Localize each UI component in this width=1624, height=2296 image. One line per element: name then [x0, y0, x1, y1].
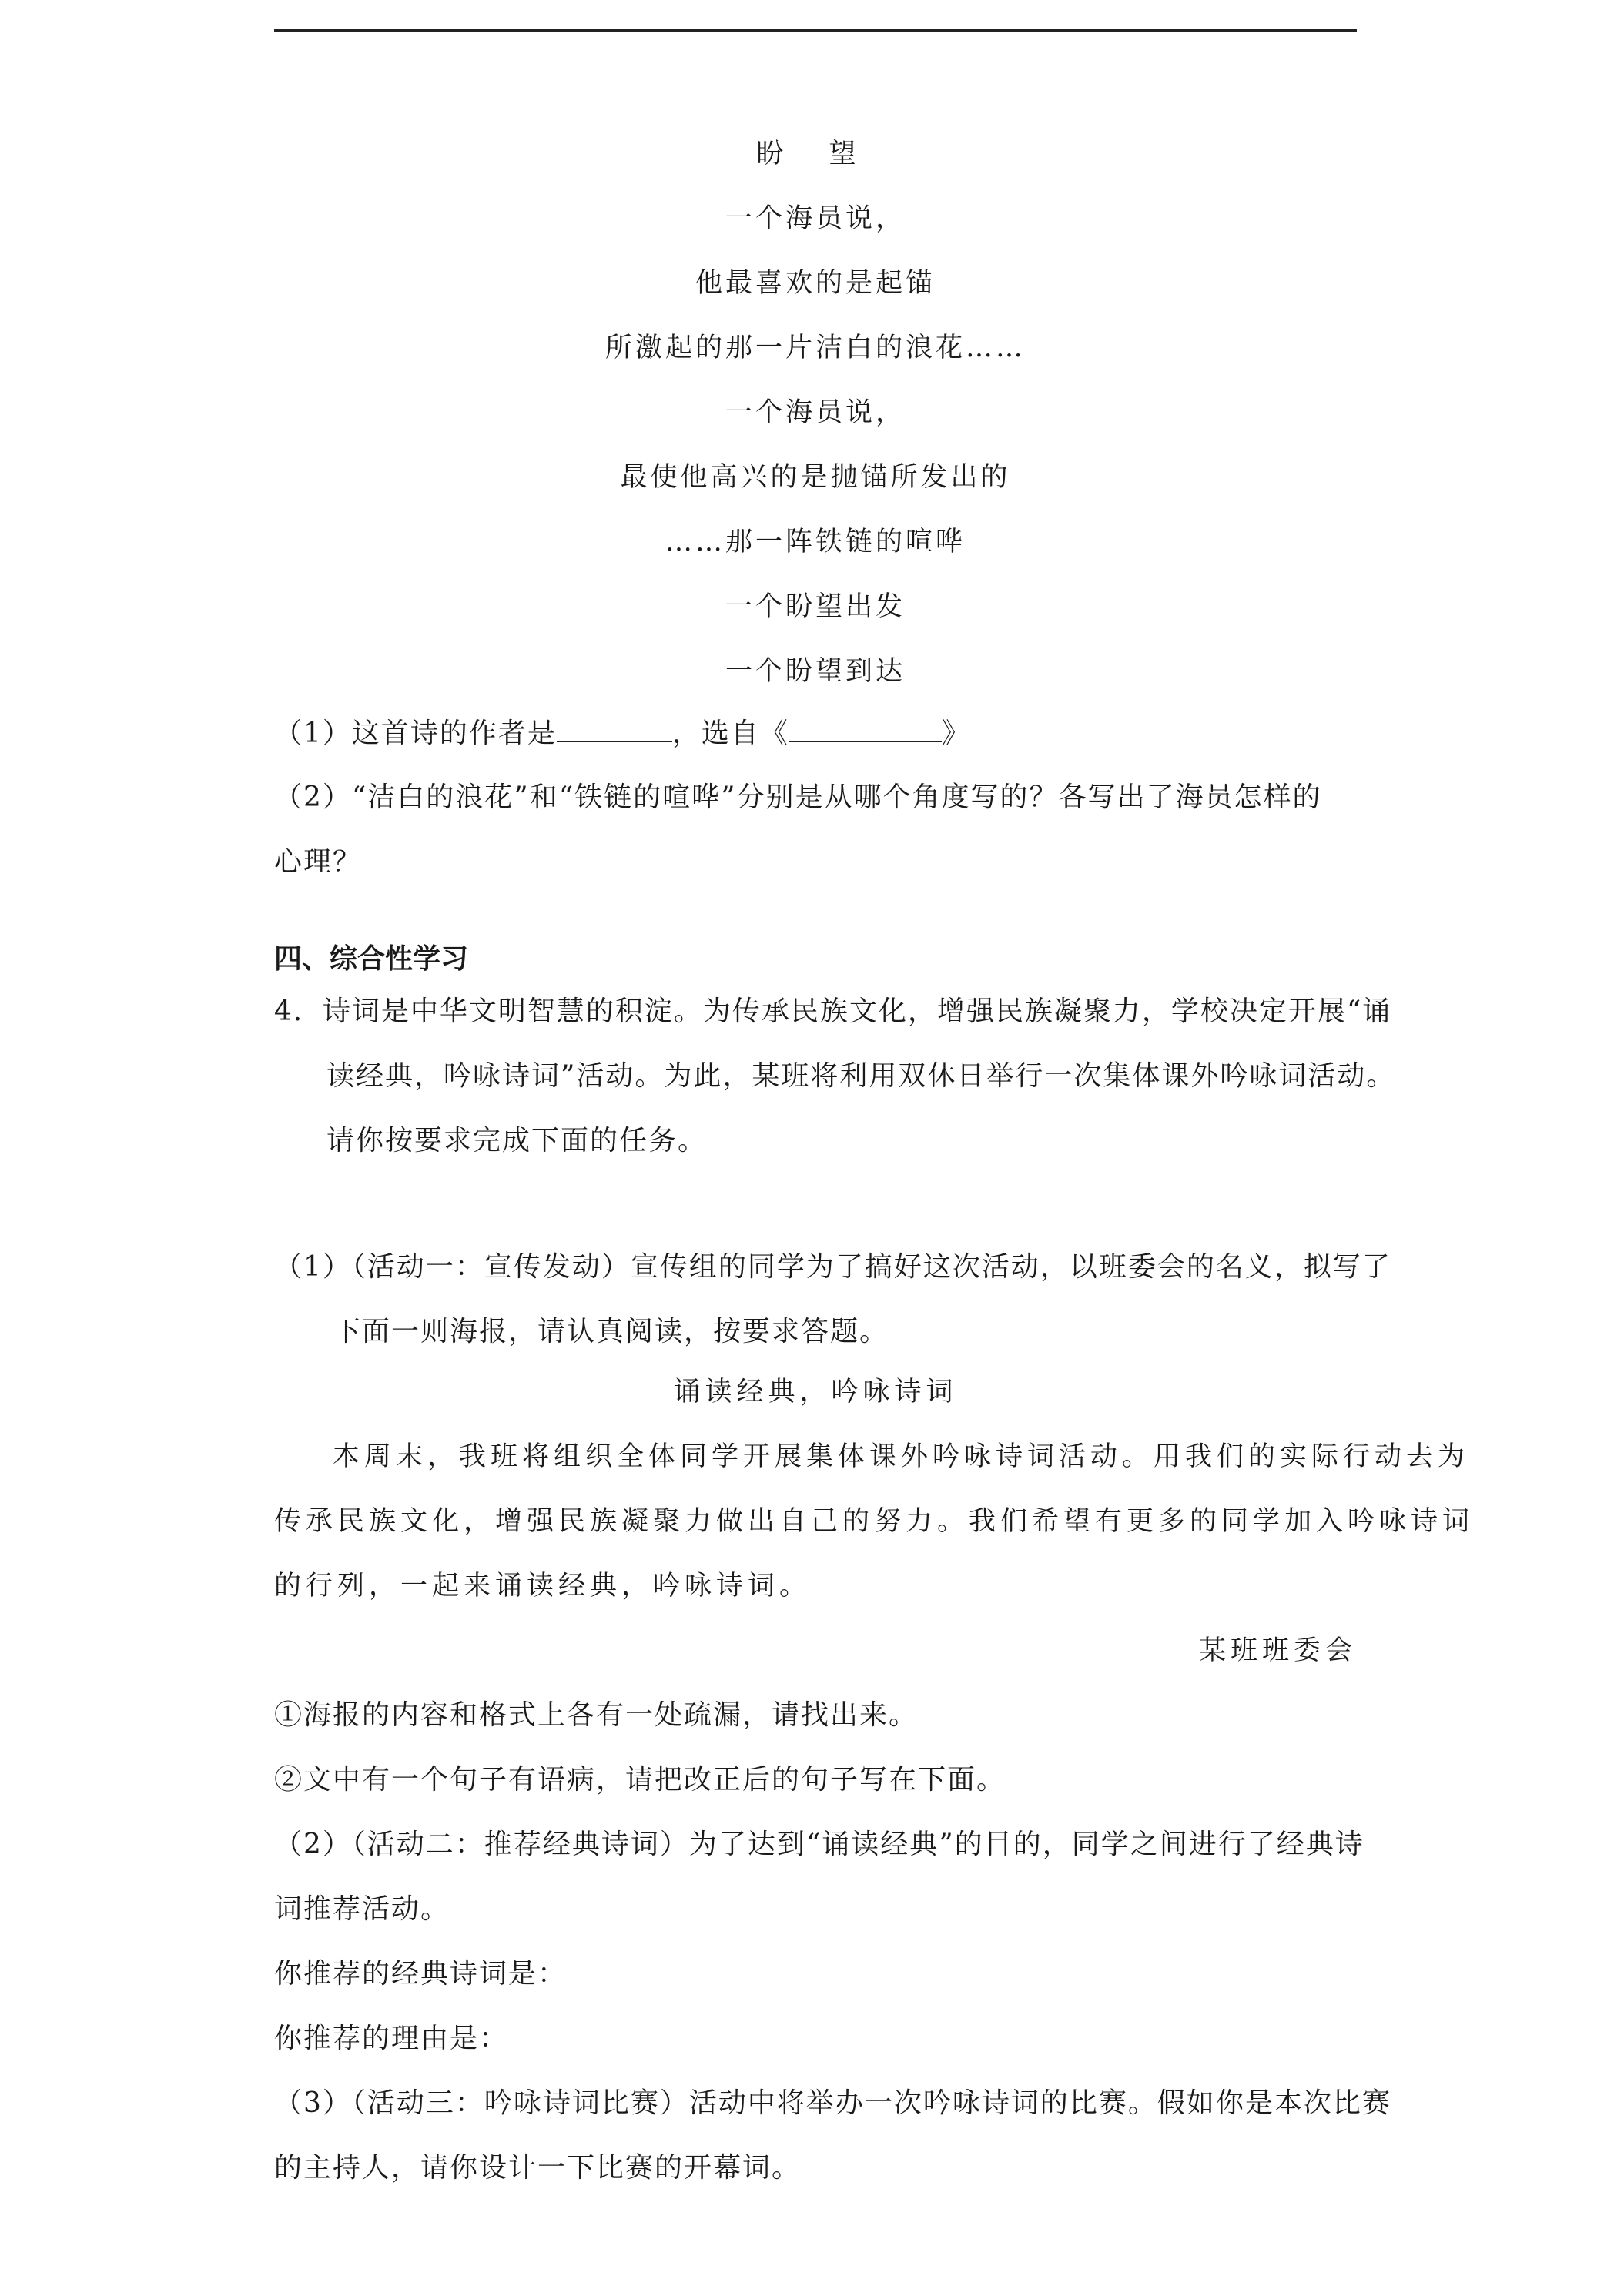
author-answer-blank[interactable] [557, 715, 672, 742]
q3-sub1-text-b: ，选自《 [671, 718, 789, 749]
poster-body-line3: 的行列，一起来诵读经典，吟咏诗词。 [274, 1571, 812, 1602]
activity3-line2: 的主持人，请你设计一下比赛的开幕词。 [274, 2152, 802, 2184]
recommend-poem-prompt: 你推荐的经典诗词是： [274, 1958, 568, 1990]
poem-line: 一个盼望出发 [725, 591, 906, 622]
q3-sub1 [274, 715, 1357, 752]
poem-line: 一个海员说， [725, 397, 906, 428]
activity1-line2: 下面一则海报，请认真阅读，按要求答题。 [333, 1316, 889, 1347]
q3-sub1-text-c: 》 [941, 718, 971, 749]
poster-body-line1: 本周末，我班将组织全体同学开展集体课外吟咏诗词活动。用我们的实际行动去为 [333, 1441, 1470, 1472]
poster-body-line2: 传承民族文化，增强民族凝聚力做出自己的努力。我们希望有更多的同学加入吟咏诗词 [274, 1506, 1475, 1537]
activity1-line1: （1）（活动一：宣传发动）宣传组的同学为了搞好这次活动，以班委会的名义，拟写了 [274, 1251, 1391, 1283]
q3-sub2-line2: 心理？ [274, 846, 363, 878]
poem-line: 所激起的那一片洁白的浪花…… [604, 333, 1026, 363]
q4-intro-line3: 请你按要求完成下面的任务。 [326, 1125, 708, 1156]
poster-title: 诵读经典，吟咏诗词 [673, 1377, 958, 1407]
q4-intro-line1: 4．诗词是中华文明智慧的积淀。为传承民族文化，增强民族凝聚力，学校决定开展“诵 [274, 996, 1392, 1027]
poem-line: 最使他高兴的是抛锚所发出的 [620, 462, 1011, 493]
section-heading: 四、综合性学习 [274, 943, 469, 975]
q3-sub2-line1: （2）“洁白的浪花”和“铁链的喧哗”分别是从哪个角度写的？各写出了海员怎样的 [274, 782, 1322, 813]
poem-title: 盼 望 [756, 139, 875, 169]
activity3-line1: （3）（活动三：吟咏诗词比赛）活动中将举办一次吟咏诗词的比赛。假如你是本次比赛 [274, 2087, 1391, 2119]
q4-intro-line2: 读经典，吟咏诗词”活动。为此，某班将利用双休日举行一次集体课外吟咏词活动。 [326, 1060, 1396, 1092]
q3-sub1-text-a: （1）这首诗的作者是 [274, 718, 557, 749]
poem-line: 一个盼望到达 [725, 656, 906, 687]
task1: ①海报的内容和格式上各有一处疏漏，请找出来。 [274, 1699, 919, 1731]
poster-signature: 某班班委会 [1198, 1635, 1357, 1666]
header-rule [274, 29, 1357, 32]
task2: ②文中有一个句子有语病，请把改正后的句子写在下面。 [274, 1764, 1006, 1796]
activity2-line2: 词推荐活动。 [274, 1893, 450, 1925]
source-answer-blank[interactable] [789, 715, 942, 742]
poem-line: 一个海员说， [725, 203, 906, 234]
poem-line: ……那一阵铁链的喧哗 [665, 527, 966, 557]
poem-line: 他最喜欢的是起锚 [695, 268, 936, 299]
activity2-line1: （2）（活动二：推荐经典诗词）为了达到“诵读经典”的目的，同学之间进行了经典诗 [274, 1829, 1364, 1860]
recommend-reason-prompt: 你推荐的理由是： [274, 2023, 509, 2054]
